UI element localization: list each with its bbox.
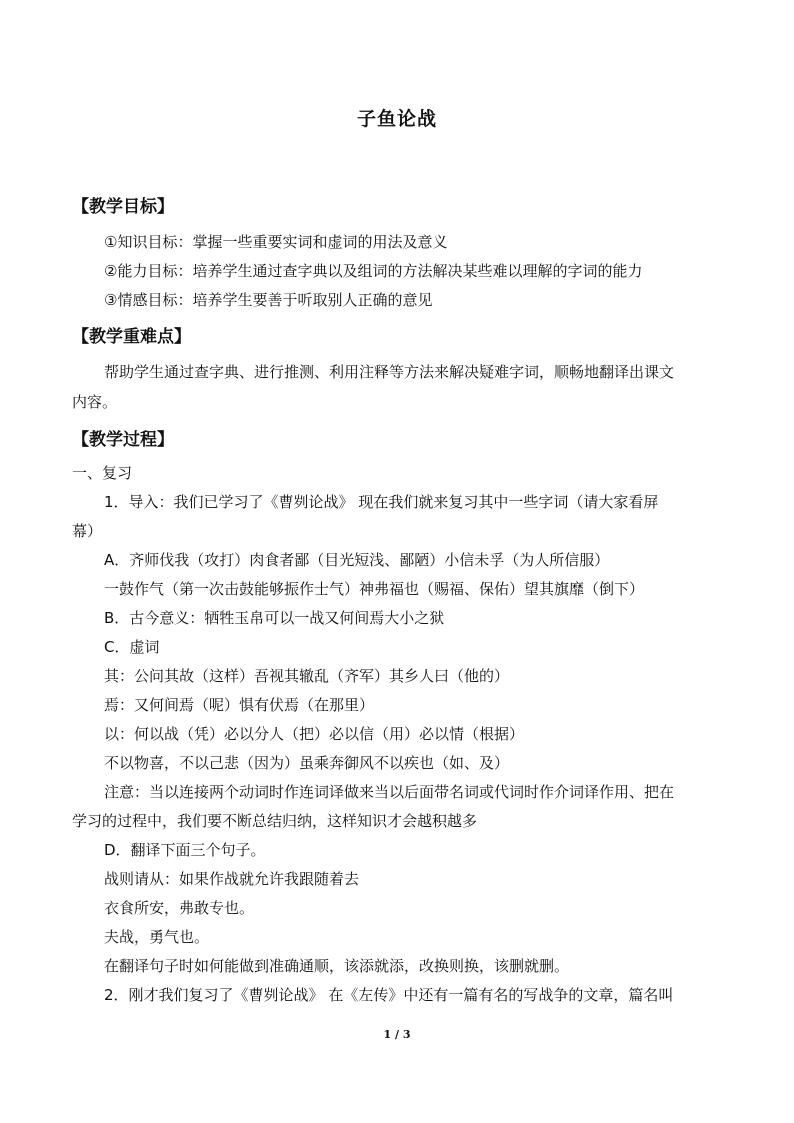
process-line: D．翻译下面三个句子。 xyxy=(104,841,266,859)
process-line: B．古今意义：牺牲玉帛可以一战又何间焉大小之狱 xyxy=(104,609,445,627)
process-line: 1．导入：我们已学习了《曹刿论战》 现在我们就来复习其中一些字词（请大家看屏 xyxy=(104,493,659,511)
goal-item: ②能力目标：培养学生通过查字典以及组词的方法解决某些难以理解的字词的能力 xyxy=(104,262,643,280)
goal-item: ①知识目标：掌握一些重要实词和虚词的用法及意义 xyxy=(104,233,448,251)
process-line: 衣食所安，弗敢专也。 xyxy=(104,899,255,917)
process-line: 焉：又何间焉（呢）惧有伏焉（在那里） xyxy=(104,696,375,714)
process-line: A．齐师伐我（攻打）肉食者鄙（目光短浅、鄙陋）小信未孚（为人所信服） xyxy=(104,551,610,569)
goal-item: ③情感目标：培养学生要善于听取别人正确的意见 xyxy=(104,291,433,309)
section-heading-goals: 【教学目标】 xyxy=(72,197,174,217)
section-heading-process: 【教学过程】 xyxy=(72,430,174,450)
keypoints-paragraph-line: 帮助学生通过查字典、进行推测、利用注释等方法来解决疑难字词，顺畅地翻译出课文 xyxy=(104,363,675,381)
process-line: 一鼓作气（第一次击鼓能够振作士气）神弗福也（赐福、保佑）望其旗靡（倒下） xyxy=(104,580,645,598)
process-line: 幕） xyxy=(72,522,103,540)
process-line: 注意：当以连接两个动词时作连词译做来当以后面带名词或代词时作介词译作用、把在 xyxy=(104,783,675,801)
process-line: 2．刚才我们复习了《曹刿论战》 在《左传》中还有一篇有名的写战争的文章，篇名叫 xyxy=(104,986,674,1004)
process-line: 其：公问其故（这样）吾视其辙乱（齐军）其乡人曰（他的） xyxy=(104,667,510,685)
process-line: 夫战，勇气也。 xyxy=(104,928,210,946)
process-line: 战则请从：如果作战就允许我跟随着去 xyxy=(104,870,360,888)
page-indicator: 1 / 3 xyxy=(383,1028,411,1041)
process-line: 学习的过程中，我们要不断总结归纳，这样知识才会越积越多 xyxy=(72,812,478,830)
section-heading-keypoints: 【教学重难点】 xyxy=(72,327,191,347)
process-line: 在翻译句子时如何能做到准确通顺，该添就添，改换则换，该删就删。 xyxy=(104,957,570,975)
keypoints-paragraph-line: 内容。 xyxy=(72,393,118,411)
process-subheading-review: 一、复习 xyxy=(72,464,133,482)
process-line: C．虚词 xyxy=(104,638,160,656)
process-line: 不以物喜，不以己悲（因为）虽乘奔御风不以疾也（如、及） xyxy=(104,754,510,772)
process-line: 以：何以战（凭）必以分人（把）必以信（用）必以情（根据） xyxy=(104,725,525,743)
page-title: 子鱼论战 xyxy=(356,108,437,130)
